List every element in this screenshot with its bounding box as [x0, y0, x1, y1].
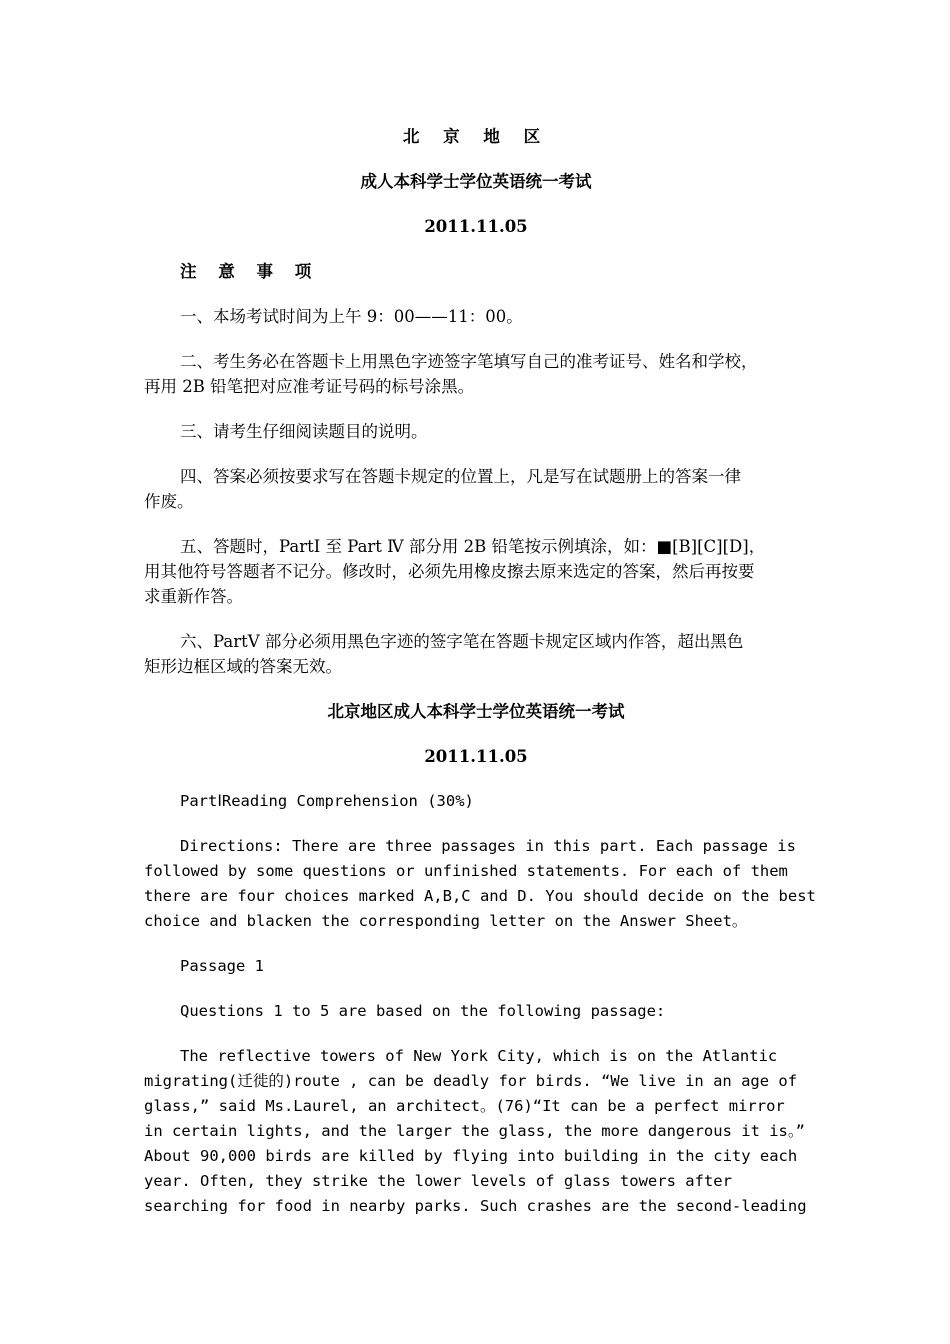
passage-line-4: in certain lights, and the larger the glass, the more dangerous it is。”	[144, 1122, 805, 1140]
notice-item-6-line-1: 六、PartⅤ 部分必须用黑色字迹的签字笔在答题卡规定区域内作答，超出黑色	[180, 632, 744, 651]
passage-line-1: The reflective towers of New York City, which is on the Atlantic	[180, 1047, 778, 1065]
passage-line-2: migrating(迁徙的)route , can be deadly for birds. “We live in an age of	[144, 1072, 798, 1090]
notice-item-2-line-2: 再用 2B 铅笔把对应准考证号码的标号涂黑。	[144, 377, 475, 396]
notice-item-4-line-2: 作废。	[144, 492, 194, 511]
notice-item-6-line-2: 矩形边框区域的答案无效。	[144, 657, 342, 676]
passage-line-6: year. Often, they strike the lower levels of glass towers after	[144, 1172, 732, 1190]
region-heading: 北 京 地 区	[402, 127, 550, 146]
directions-line-2: followed by some questions or unfinished statements. For each of them	[144, 862, 788, 880]
section-date: 2011.11.05	[424, 747, 528, 766]
directions-line-4: choice and blacken the corresponding letter on the Answer Sheet。	[144, 912, 748, 930]
passage-line-3: glass,” said Ms.Laurel, an architect。(76)“It can be a perfect mirror	[144, 1097, 785, 1115]
part-title: PartⅠReading Comprehension (30%)	[180, 792, 474, 810]
notice-item-5-line-1: 五、答题时，PartⅠ 至 Part Ⅳ 部分用 2B 铅笔按示例填涂，如：■[B][C][D]，	[180, 537, 766, 556]
directions-line-1: Directions: There are three passages in this part. Each passage is	[180, 837, 796, 855]
passage-label: Passage 1	[180, 957, 264, 975]
passage-line-7: searching for food in nearby parks. Such crashes are the second-leading	[144, 1197, 807, 1215]
section-title: 北京地区成人本科学士学位英语统一考试	[327, 702, 625, 721]
notice-item-3: 三、请考生仔细阅读题目的说明。	[180, 422, 428, 441]
exam-date: 2011.11.05	[424, 217, 528, 236]
notice-title: 注 意 事 项	[180, 262, 320, 281]
directions-line-3: there are four choices marked A,B,C and D. You should decide on the best	[144, 887, 816, 905]
notice-item-1: 一、本场考试时间为上午 9：00——11：00。	[180, 307, 523, 326]
exam-title: 成人本科学士学位英语统一考试	[360, 172, 592, 191]
notice-item-5-line-2: 用其他符号答题者不记分。修改时，必须先用橡皮擦去原来选定的答案，然后再按要	[144, 562, 755, 581]
notice-item-2-line-1: 二、考生务必在答题卡上用黑色字迹签字笔填写自己的准考证号、姓名和学校，	[180, 352, 758, 371]
passage-intro: Questions 1 to 5 are based on the following passage:	[180, 1002, 666, 1020]
notice-item-4-line-1: 四、答案必须按要求写在答题卡规定的位置上，凡是写在试题册上的答案一律	[180, 467, 741, 486]
notice-item-5-line-3: 求重新作答。	[144, 587, 243, 606]
passage-line-5: About 90,000 birds are killed by flying into building in the city each	[144, 1147, 798, 1165]
